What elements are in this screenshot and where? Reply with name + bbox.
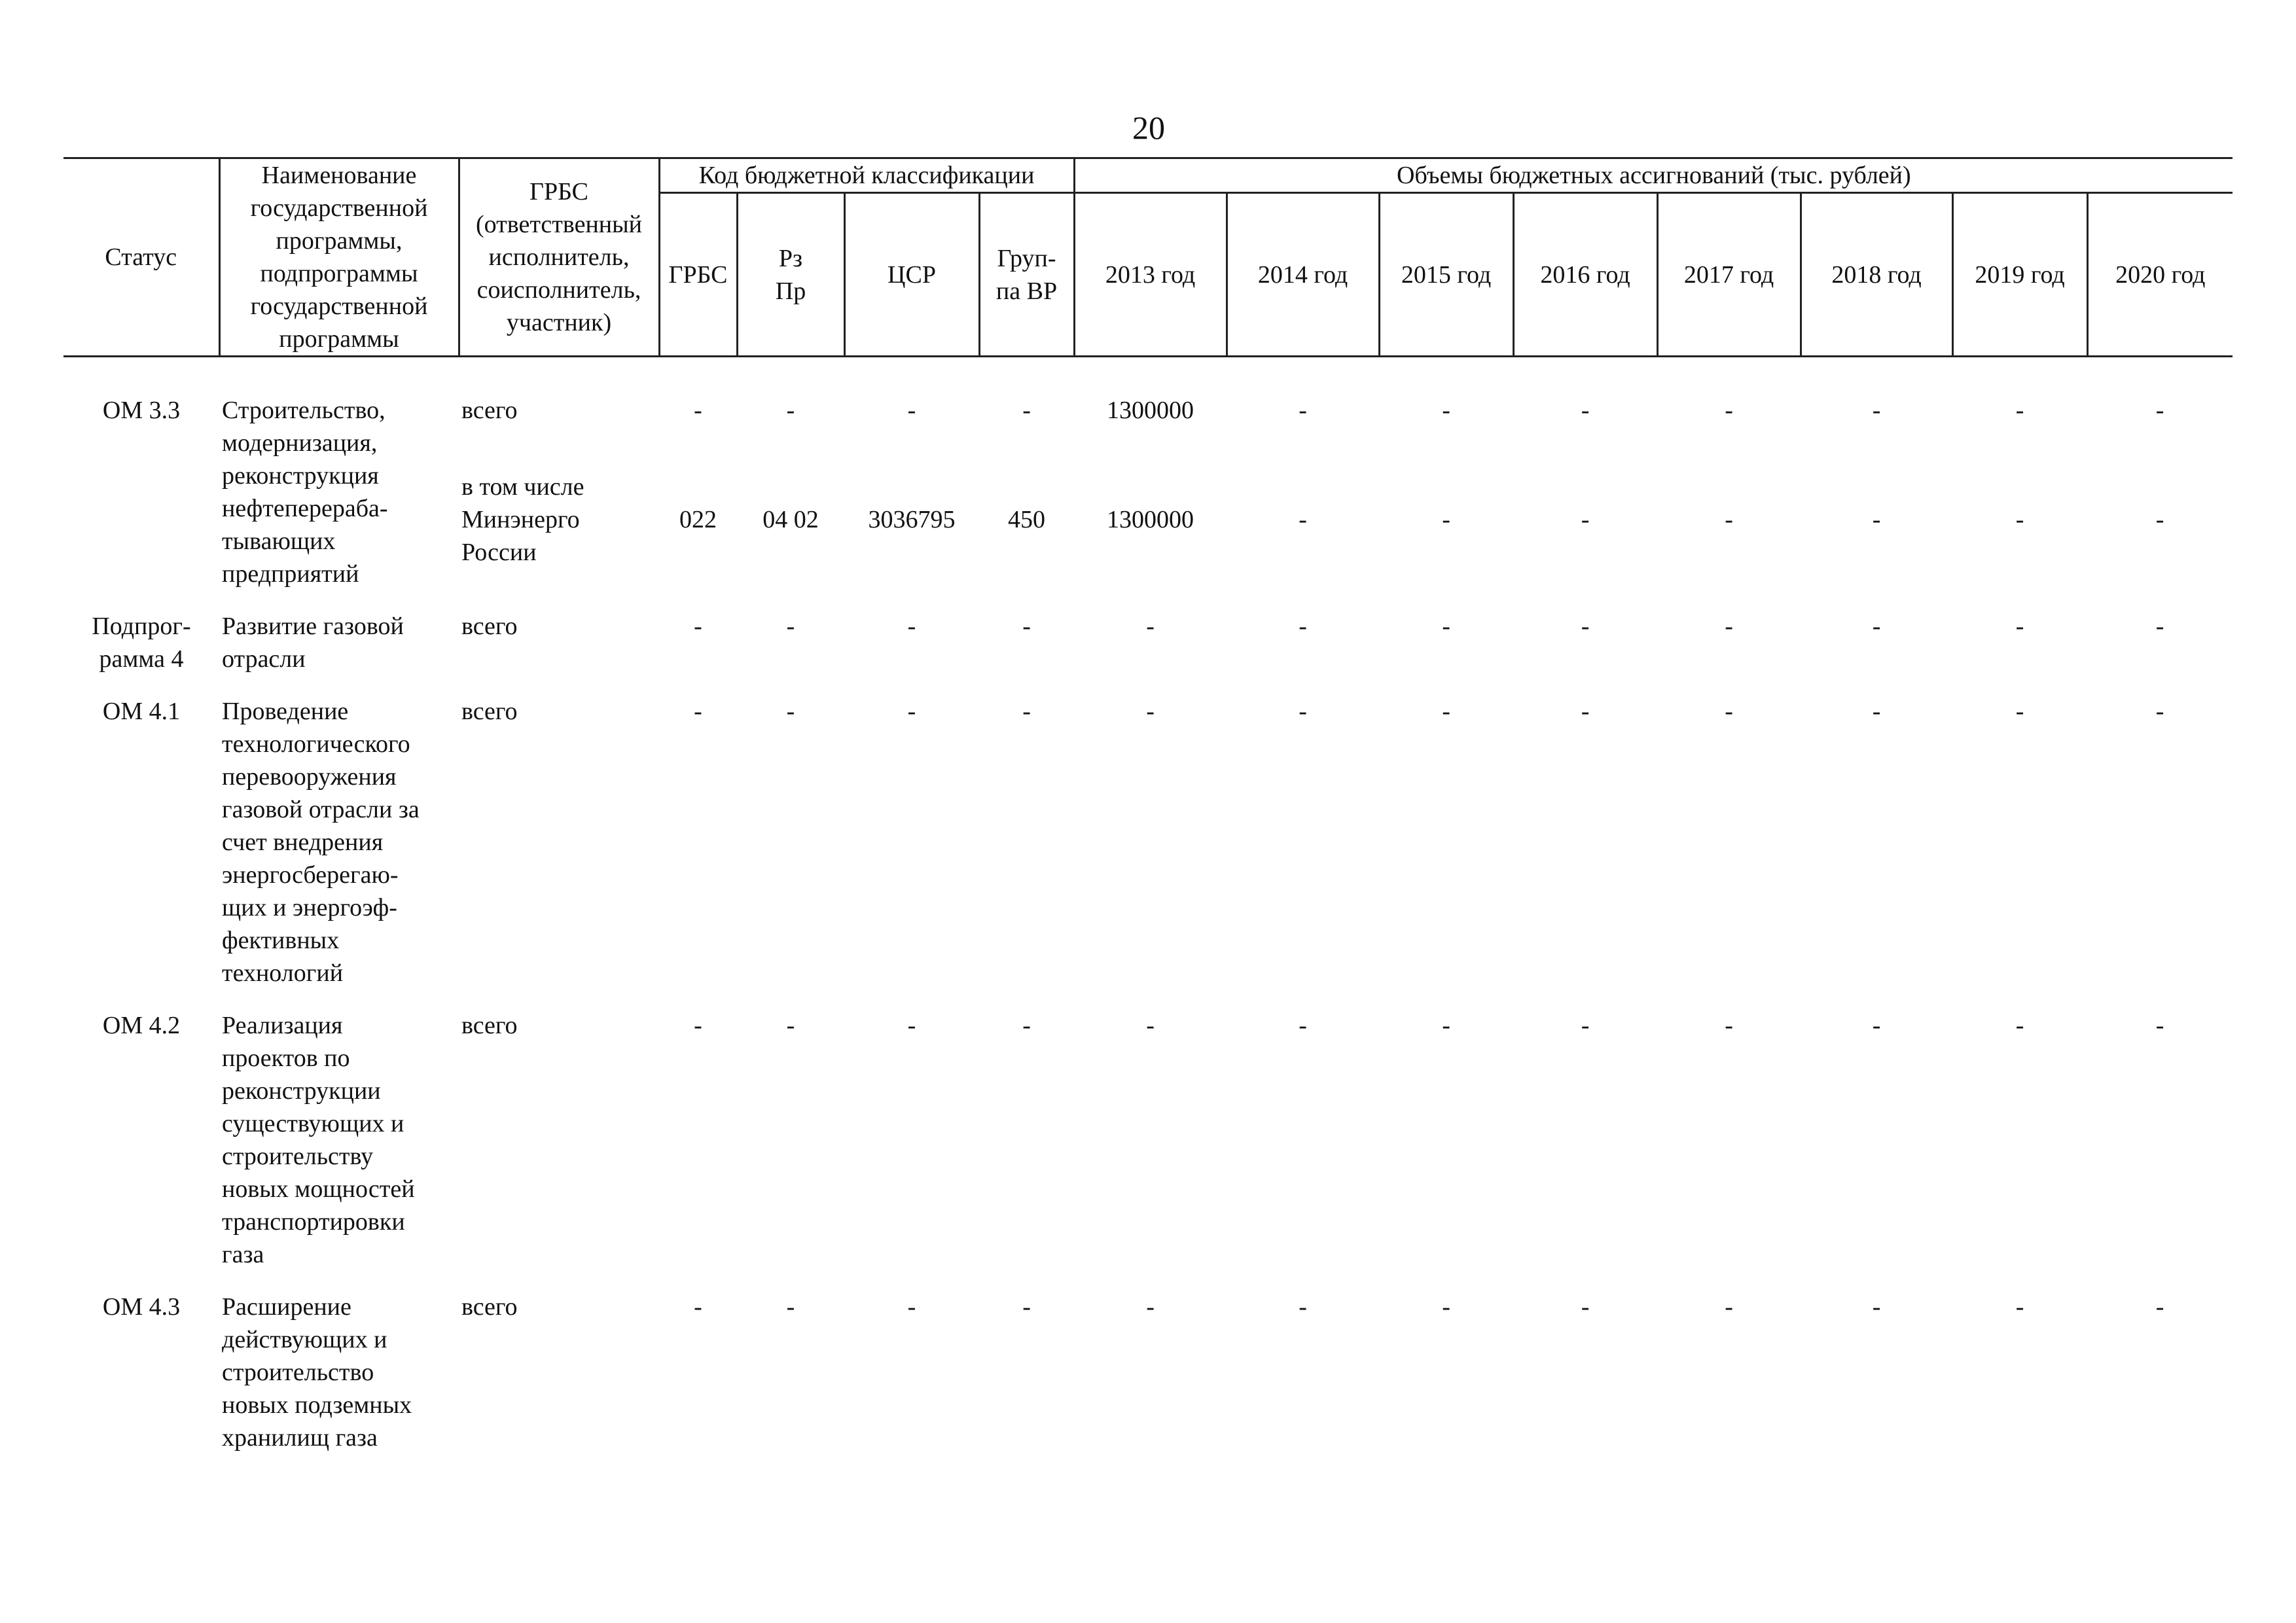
header-year-2013: 2013 год — [1074, 193, 1227, 357]
row-kbk-rzpr: - — [786, 698, 795, 725]
header-year-2016: 2016 год — [1513, 193, 1657, 357]
row-kbk-vr: - — [1022, 1012, 1031, 1039]
row-kbk-grbs: 022 — [679, 506, 717, 534]
row-kbk-rzpr: - — [786, 397, 795, 424]
row-kbk-csr: - — [907, 613, 916, 640]
header-year-2017: 2017 год — [1657, 193, 1801, 357]
row-name: Проведение технологического перевооружения газовой отрасли за счет внедрения энергосберегаю- щих и энергоэф- фективных технологий — [222, 698, 420, 987]
header-year-2015: 2015 год — [1379, 193, 1513, 357]
header-kbk-rzpr: Рз Пр — [737, 193, 844, 357]
page-number: 20 — [1132, 109, 1165, 146]
row-kbk-grbs: - — [694, 613, 702, 640]
row-value-2020: - — [2155, 506, 2164, 534]
table-row — [63, 1271, 2233, 1454]
row-value-2019: - — [2015, 506, 2024, 534]
row-kbk-csr: 3036795 — [868, 506, 956, 534]
row-value-2016: - — [1581, 397, 1590, 424]
row-name: Расширение действующих и строительство новых подземных хранилищ газа — [222, 1293, 412, 1452]
row-name: Строительство, модернизация, реконструкция нефтеперераба- тывающих предприятий — [222, 397, 388, 588]
row-value-2020: - — [2155, 698, 2164, 725]
row-responsible: всего — [461, 397, 518, 424]
row-kbk-rzpr: - — [786, 1293, 795, 1321]
row-value-2017: - — [1725, 698, 1733, 725]
row-kbk-vr: - — [1022, 397, 1031, 424]
row-kbk-rzpr: - — [786, 1012, 795, 1039]
row-value-2015: - — [1442, 1012, 1450, 1039]
row-kbk-vr: - — [1022, 1293, 1031, 1321]
row-value-2016: - — [1581, 698, 1590, 725]
row-value-2018: - — [1872, 613, 1881, 640]
row-value-2015: - — [1442, 506, 1450, 534]
row-value-2016: - — [1581, 506, 1590, 534]
row-kbk-vr: 450 — [1008, 506, 1046, 534]
header-volume-group: Объемы бюджетных ассигнований (тыс. рублей) — [1074, 158, 2233, 193]
row-value-2019: - — [2015, 698, 2024, 725]
row-responsible: всего — [461, 1012, 518, 1039]
row-value-2013: 1300000 — [1107, 397, 1194, 424]
row-value-2017: - — [1725, 397, 1733, 424]
row-responsible: в том числе Минэнерго России — [461, 473, 584, 567]
header-kbk-group: Код бюджетной классификации — [659, 158, 1074, 193]
header-kbk-vr: Груп- па ВР — [979, 193, 1074, 357]
row-value-2016: - — [1581, 613, 1590, 640]
row-kbk-vr: - — [1022, 698, 1031, 725]
row-value-2020: - — [2155, 613, 2164, 640]
row-value-2014: - — [1299, 698, 1307, 725]
row-status: ОМ 4.3 — [102, 1293, 181, 1321]
row-kbk-csr: - — [907, 397, 916, 424]
row-value-2015: - — [1442, 698, 1450, 725]
row-value-2017: - — [1725, 1012, 1733, 1039]
header-kbk-grbs: ГРБС — [659, 193, 737, 357]
row-value-2013: - — [1146, 1012, 1155, 1039]
row-value-2018: - — [1872, 1293, 1881, 1321]
row-value-2019: - — [2015, 1293, 2024, 1321]
row-value-2019: - — [2015, 1012, 2024, 1039]
row-value-2020: - — [2155, 1012, 2164, 1039]
row-value-2016: - — [1581, 1293, 1590, 1321]
table-row — [63, 357, 2233, 438]
row-value-2019: - — [2015, 397, 2024, 424]
header-name: Наименование государственной программы, подпрограммы государственной программы — [219, 158, 459, 357]
row-kbk-csr: - — [907, 698, 916, 725]
row-value-2018: - — [1872, 1012, 1881, 1039]
header-status: Статус — [63, 158, 219, 357]
row-name: Развитие газовой отрасли — [222, 613, 404, 673]
row-kbk-rzpr: - — [786, 613, 795, 640]
row-value-2016: - — [1581, 1012, 1590, 1039]
row-value-2015: - — [1442, 1293, 1450, 1321]
table-body — [63, 357, 2233, 1455]
table-row — [63, 590, 2233, 675]
table-row — [63, 990, 2233, 1271]
header-grbs-responsible: ГРБС (ответственный исполнитель, соисполнитель, участник) — [459, 158, 659, 357]
row-responsible: всего — [461, 698, 518, 725]
row-value-2020: - — [2155, 1293, 2164, 1321]
row-value-2019: - — [2015, 613, 2024, 640]
budget-table — [63, 157, 2233, 1454]
row-responsible: всего — [461, 613, 518, 640]
row-responsible: всего — [461, 1293, 518, 1321]
row-value-2018: - — [1872, 506, 1881, 534]
table-header — [63, 158, 2233, 357]
row-kbk-csr: - — [907, 1293, 916, 1321]
row-value-2013: - — [1146, 698, 1155, 725]
row-value-2018: - — [1872, 698, 1881, 725]
row-value-2015: - — [1442, 397, 1450, 424]
table-row — [63, 675, 2233, 990]
row-value-2018: - — [1872, 397, 1881, 424]
header-year-2019: 2019 год — [1952, 193, 2087, 357]
row-value-2020: - — [2155, 397, 2164, 424]
row-kbk-grbs: - — [694, 1293, 702, 1321]
header-year-2014: 2014 год — [1227, 193, 1379, 357]
header-kbk-csr: ЦСР — [844, 193, 979, 357]
row-name: Реализация проектов по реконструкции существующих и строительству новых мощностей транспортировки газа — [222, 1012, 415, 1268]
row-value-2013: 1300000 — [1107, 506, 1194, 534]
row-value-2013: - — [1146, 1293, 1155, 1321]
row-kbk-vr: - — [1022, 613, 1031, 640]
row-value-2013: - — [1146, 613, 1155, 640]
row-status: ОМ 4.1 — [102, 698, 181, 725]
row-value-2017: - — [1725, 506, 1733, 534]
row-value-2017: - — [1725, 613, 1733, 640]
row-value-2014: - — [1299, 1012, 1307, 1039]
row-value-2014: - — [1299, 613, 1307, 640]
row-value-2014: - — [1299, 397, 1307, 424]
row-status: ОМ 3.3 — [102, 397, 181, 424]
row-kbk-grbs: - — [694, 1012, 702, 1039]
header-year-2020: 2020 год — [2087, 193, 2233, 357]
row-kbk-grbs: - — [694, 397, 702, 424]
row-kbk-csr: - — [907, 1012, 916, 1039]
row-value-2014: - — [1299, 1293, 1307, 1321]
row-kbk-rzpr: 04 02 — [762, 506, 819, 534]
row-status: Подпрог- рамма 4 — [92, 613, 191, 673]
row-value-2017: - — [1725, 1293, 1733, 1321]
header-year-2018: 2018 год — [1801, 193, 1952, 357]
row-kbk-grbs: - — [694, 698, 702, 725]
row-value-2014: - — [1299, 506, 1307, 534]
row-status: ОМ 4.2 — [102, 1012, 181, 1039]
row-value-2015: - — [1442, 613, 1450, 640]
